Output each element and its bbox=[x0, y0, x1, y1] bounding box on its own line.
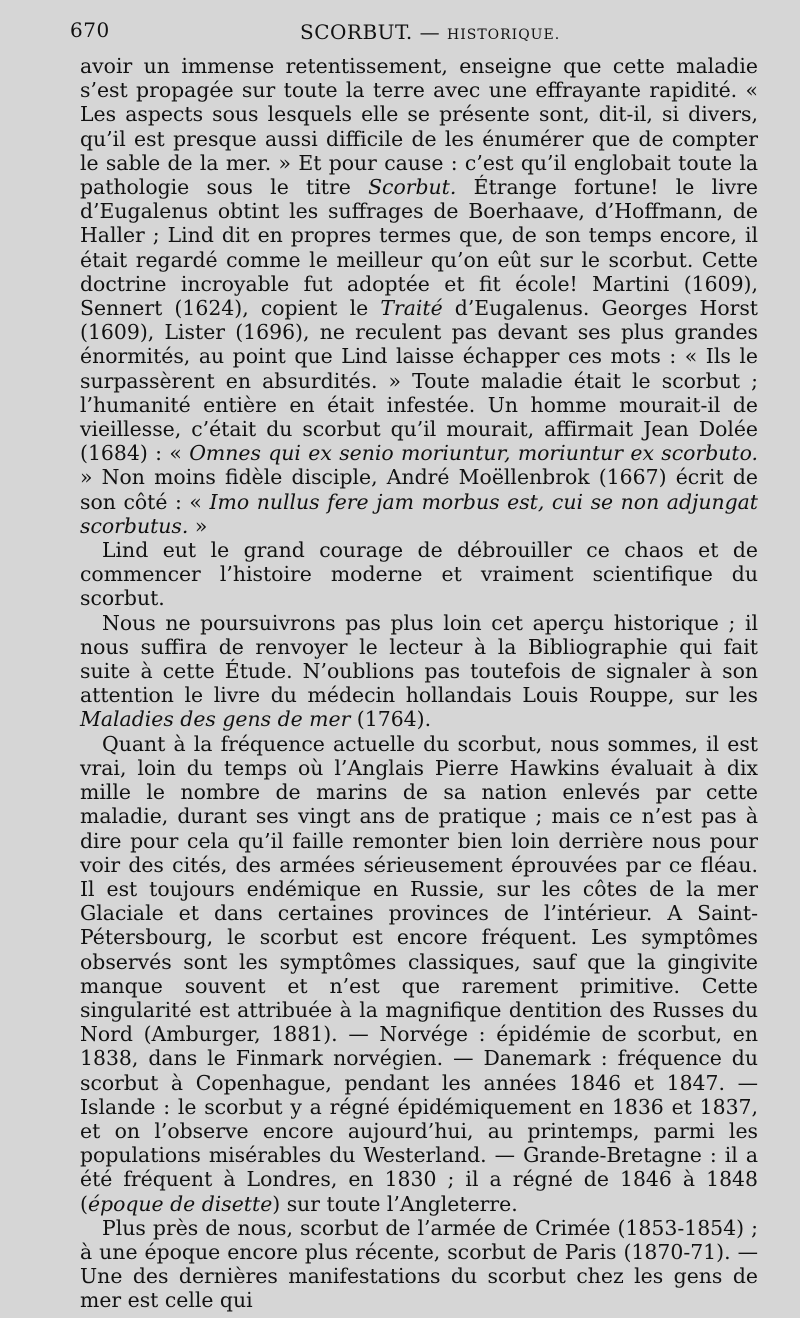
running-title-main: SCORBUT. — bbox=[300, 20, 447, 44]
italic-text-run: Maladies des gens de mer bbox=[80, 707, 351, 732]
text-run: avoir un immense retentissement, enseigne que cette maladie s’est propagée sur toute la terre avec une effrayante rapidité. « Les aspects sous lesquels elle se présente sont, dit-il, si divers, qu’il est presque aussi difficile de les énumérer que de compter le sable de la mer. » Et pour cause : c’est qu’il englobait toute la pathologie sous le titre bbox=[80, 54, 758, 200]
italic-text-run: Scorbut. bbox=[368, 175, 457, 200]
text-run: Lind eut le grand courage de débrouiller ce chaos et de commencer l’histoire moderne et vraiment scientifique du scorbut. bbox=[80, 538, 758, 611]
italic-text-run: Imo nullus fere jam morbus est, cui se non adjungat scorbutus. bbox=[80, 489, 758, 538]
running-title bbox=[300, 20, 560, 44]
text-run: Étrange fortune! le livre d’Eugalenus obtint les suffrages de Boerhaave, d’Hoffmann, de Haller ; Lind dit en propres termes que, de son temps encore, il était regardé comme le meilleur qu’on eût sur le scorbut. Cette doctrine incroyable fut adoptée et fit école! Martini (1609), Sennert (1624), copient le bbox=[80, 175, 758, 321]
paragraph bbox=[80, 611, 758, 732]
text-run: d’Eugalenus. Georges Horst (1609), Lister (1696), ne reculent pas devant ses plus grandes énormités, au point que Lind laisse échapper ces mots : « Ils le surpassèrent en absurdités. » Toute maladie était le scorbut ; l’humanité entière en était infestée. Un homme mourait-il de vieillesse, c’était du scorbut qu’il mourait, affirmait Jean Dolée (1684) : « bbox=[80, 296, 758, 466]
running-header bbox=[70, 18, 758, 48]
italic-text-run: époque de disette bbox=[87, 1191, 273, 1216]
text-run: Plus près de nous, scorbut de l’armée de Crimée (1853-1854) ; à une époque encore plus récente, scorbut de Paris (1870-71). — Une des dernières manifestations du scorbut chez les gens de mer est celle qui bbox=[80, 1215, 758, 1313]
text-run: Nous ne poursuivrons pas plus loin cet aperçu historique ; il nous suffira de renvoyer le lecteur à la Bibliographie qui fait suite à cette Étude. N’oublions pas toutefois de signaler à son attention le livre du médecin hollandais Louis Rouppe, sur les bbox=[80, 610, 758, 708]
text-run: Quant à la fréquence actuelle du scorbut, nous sommes, il est vrai, loin du temps où l’Anglais Pierre Hawkins évaluait à dix mille le nombre de marins de sa nation enlevés par cette maladie, durant ses vingt ans de pratique ; mais ce n’est pas à dire pour cela qu’il faille remonter bien loin derrière nous pour voir des cités, des armées sérieusement éprouvées par ce fléau. Il est toujours endémique en Russie, sur les côtes de la mer Glaciale et dans certaines provinces de l’intérieur. A Saint-Pétersbourg, le scorbut est encore fréquent. Les symptômes observés sont les symptômes classiques, sauf que la gingivite manque souvent et n’est que rarement primitive. Cette singularité est attribuée à la magnifique dentition des Russes du Nord (Amburger, 1881). — Norvége : épidémie de scorbut, en 1838, dans le Finmark norvégien. — Danemark : fréquence du scorbut à Copenhague, pendant les années 1846 et 1847. — Islande : le scorbut y a régné épidémiquement en 1836 et 1837, et on l’observe encore aujourd’hui, au printemps, parmi les populations misérables du Westerland. — Grande-Bretagne : il a été fréquent à Londres, en 1830 ; il a régné de 1846 à 1848 ( bbox=[80, 731, 758, 1216]
page-number: 670 bbox=[70, 18, 110, 42]
paragraph bbox=[80, 732, 758, 1216]
paragraph bbox=[80, 54, 758, 538]
italic-text-run: Omnes qui ex senio moriuntur, moriuntur ex scorbuto. bbox=[189, 441, 758, 466]
paragraph bbox=[80, 1216, 758, 1313]
text-run: ) sur toute l’Angleterre. bbox=[272, 1191, 518, 1216]
text-run: » bbox=[188, 513, 208, 538]
running-title-section: HISTORIQUE. bbox=[446, 27, 561, 43]
text-run: (1764). bbox=[350, 707, 432, 732]
italic-text-run: Traité bbox=[380, 296, 443, 321]
body-text bbox=[80, 54, 758, 1313]
text-run: » Non moins fidèle disciple, André Moëllenbrok (1667) écrit de son côté : « bbox=[80, 465, 758, 514]
paragraph bbox=[80, 538, 758, 611]
